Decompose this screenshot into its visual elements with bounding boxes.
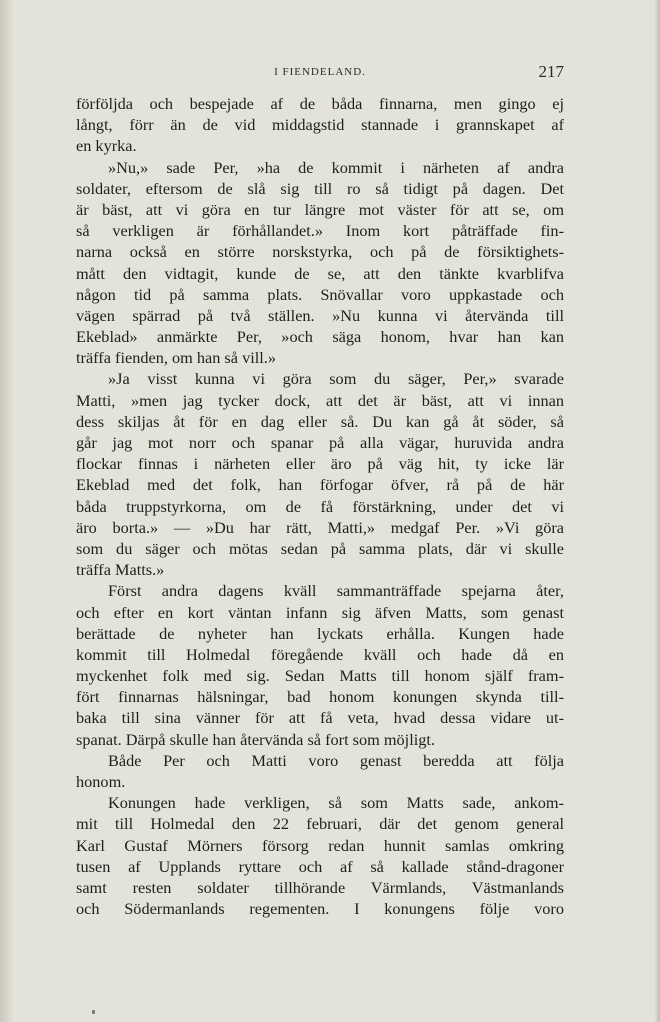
page-number: 217: [538, 62, 564, 81]
text-line: samt resten soldater tillhörande Värmlands, Västmanlands: [76, 877, 564, 897]
text-line: berättade de nyheter han lyckats erhålla. Kungen hade: [76, 623, 564, 643]
text-line: träffa fienden, om han så vill.»: [76, 348, 276, 368]
page-binding-shadow: [0, 0, 14, 1022]
body-text: [76, 93, 564, 919]
text-line: Först andra dagens kväll sammanträffade spejarna åter,: [108, 581, 564, 601]
text-line: Matti, »men jag tycker dock, att det är bäst, att vi innan: [76, 390, 564, 410]
text-line: kommit till Holmedal föregående kväll och hade då en: [76, 644, 564, 664]
text-line: träffa Matts.»: [76, 560, 165, 580]
text-line: och efter en kort väntan infann sig äfven Matts, som genast: [76, 602, 564, 622]
text-line: »Nu,» sade Per, »ha de kommit i närheten af andra: [108, 157, 564, 177]
running-head: I FIENDELAND.: [274, 66, 366, 78]
text-line: myckenhet folk med sig. Sedan Matts till honom själf fram-: [76, 666, 564, 686]
text-line: spanat. Därpå skulle han återvända så fort som möjligt.: [76, 729, 435, 749]
text-line: som du säger och mötas sedan på samma plats, där vi skulle: [76, 538, 564, 558]
text-line: båda truppstyrkorna, om de få förstärkning, under det vi: [76, 496, 564, 516]
text-line: Ekeblad» anmärkte Per, »och säga honom, hvar han kan: [76, 327, 564, 347]
text-line: är bäst, att vi göra en tur längre mot väster för att se, om: [76, 199, 564, 219]
text-line: Karl Gustaf Mörners försorg redan hunnit samlas omkring: [76, 835, 564, 855]
text-line: Ekeblad med det folk, han förfogar öfver, rå på de här: [76, 475, 564, 495]
text-line: och Södermanlands regementen. I konungens följe voro: [76, 899, 564, 919]
text-line: en kyrka.: [76, 136, 137, 156]
text-line: mått den vidtagit, kunde de se, att den tänkte kvarblifva: [76, 263, 564, 283]
text-line: förföljda och bespejade af de båda finnarna, men gingo ej: [76, 94, 564, 113]
text-line: Konungen hade verkligen, så som Matts sade, ankom-: [108, 793, 564, 813]
page-header: [76, 62, 564, 84]
text-line: baka till sina vänner för att få veta, hvad dessa vidare ut-: [76, 708, 564, 728]
text-line: går jag mot norr och spanar på alla vägar, huruvida andra: [76, 433, 564, 452]
text-line: tusen af Upplands ryttare och af så kallade stånd-dragoner: [76, 856, 564, 876]
text-line: äro borta.» — »Du har rätt, Matti,» medgaf Per. »Vi göra: [76, 517, 564, 537]
page-edge-shadow: [654, 0, 660, 1022]
text-line: honom.: [76, 772, 126, 791]
text-line: dess skiljas åt för en dag eller så. Du kan gå åt söder, så: [76, 411, 564, 431]
text-line: vägen spärrad på två ställen. »Nu kunna vi återvända till: [76, 305, 564, 325]
text-line: soldater, eftersom de slå sig till ro så tidigt på dagen. Det: [76, 178, 564, 198]
text-line: flockar finnas i närheten eller äro på väg hit, ty icke lär: [76, 454, 564, 474]
text-line: fört finnarnas hälsningar, bad honom konungen skynda till-: [76, 687, 564, 707]
text-line: narna också en större norskstyrka, och på de försiktighets-: [76, 242, 564, 262]
text-line: långt, förr än de vid middagstid stannade i grannskapet af: [76, 115, 564, 135]
paper-speck: [92, 1010, 95, 1014]
text-line: mit till Holmedal den 22 februari, där det genom general: [76, 814, 564, 834]
text-line: »Ja visst kunna vi göra som du säger, Per,» svarade: [108, 369, 564, 389]
text-line: någon tid på samma plats. Snövallar voro uppkastade och: [76, 284, 564, 304]
text-line: så verkligen är förhållandet.» Inom kort påträffade fin-: [76, 221, 564, 241]
text-line: Både Per och Matti voro genast beredda att följa: [108, 750, 564, 770]
